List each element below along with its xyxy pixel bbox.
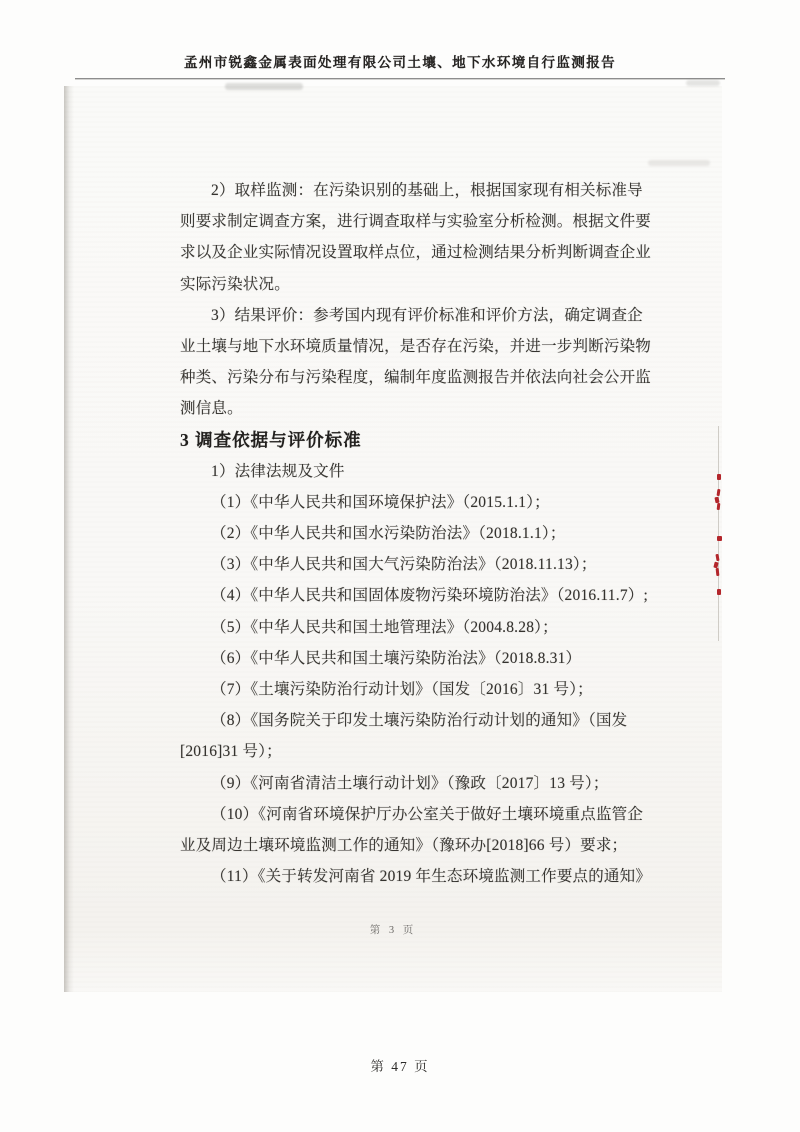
list-item: （3）《中华人民共和国大气污染防治法》（2018.11.13）； <box>211 556 597 574</box>
scanned-page <box>64 86 722 992</box>
report-header <box>0 0 800 82</box>
list-item: （4）《中华人民共和国固体废物污染环境防治法》（2016.11.7）; <box>211 587 648 605</box>
red-mark <box>717 503 721 510</box>
red-mark <box>717 489 721 496</box>
list-item: （11）《关于转发河南省 2019 年生态环境监测工作要点的通知》 <box>211 868 652 886</box>
text-line: 3）结果评价：参考国内现有评价标准和评价方法，确定调查企 <box>211 306 643 324</box>
text-line: 测信息。 <box>180 400 243 418</box>
text-line: 求以及企业实际情况设置取样点位，通过检测结果分析判断调查企业 <box>180 244 652 262</box>
text-line: 实际污染状况。 <box>180 275 290 293</box>
scan-edge-shadow <box>64 86 74 992</box>
header-rule <box>75 78 725 80</box>
text-line: 业土壤与地下水环境质量情况，是否存在污染，并进一步判断污染物 <box>180 337 652 355</box>
list-item: （10）《河南省环境保护厅办公室关于做好土壤环境重点监管企 <box>211 805 644 823</box>
red-mark <box>717 536 722 541</box>
list-item: （8）《国务院关于印发土壤污染防治行动计划的通知》（国发 <box>211 712 628 730</box>
list-item: （7）《土壤污染防治行动计划》（国发〔2016〕31 号）； <box>211 681 593 698</box>
scan-artifact <box>225 83 303 90</box>
list-item: （5）《中华人民共和国土地管理法》（2004.8.28）； <box>211 618 558 636</box>
scan-artifact <box>686 80 720 86</box>
list-item: [2016]31 号）； <box>180 743 282 761</box>
text-line: 1）法律法规及文件 <box>211 462 345 480</box>
text-line: 2）取样监测：在污染识别的基础上，根据国家现有相关标准导 <box>211 182 643 199</box>
section-heading: 3 调查依据与评价标准 <box>180 429 362 450</box>
list-item: （9）《河南省清洁土壤行动计划》（豫政〔2017〕13 号）； <box>211 774 609 792</box>
list-item: （1）《中华人民共和国环境保护法》（2015.1.1）； <box>211 493 550 511</box>
page-number: 第 47 页 <box>370 1059 430 1074</box>
list-item: 业及周边土壤环境监测工作的通知》（豫环办[2018]66 号）要求； <box>180 836 628 854</box>
red-mark <box>717 474 721 480</box>
text-line: 种类、污染分布与污染程度，编制年度监测报告并依法向社会公开监 <box>180 369 652 387</box>
report-title: 孟州市锐鑫金属表面处理有限公司土壤、地下水环境自行监测报告 <box>183 55 617 70</box>
list-item: （6）《中华人民共和国土壤污染防治法》（2018.8.31） <box>211 649 582 667</box>
scan-edge-line <box>718 426 719 641</box>
text-line: 则要求制定调查方案，进行调查取样与实验室分析检测。根据文件要 <box>180 213 652 231</box>
scan-page-number: 第 3 页 <box>369 925 417 936</box>
scan-artifact <box>648 160 710 166</box>
document-body <box>180 175 660 892</box>
red-mark <box>717 589 721 595</box>
list-item: （2）《中华人民共和国水污染防治法》（2018.1.1）； <box>211 525 566 543</box>
